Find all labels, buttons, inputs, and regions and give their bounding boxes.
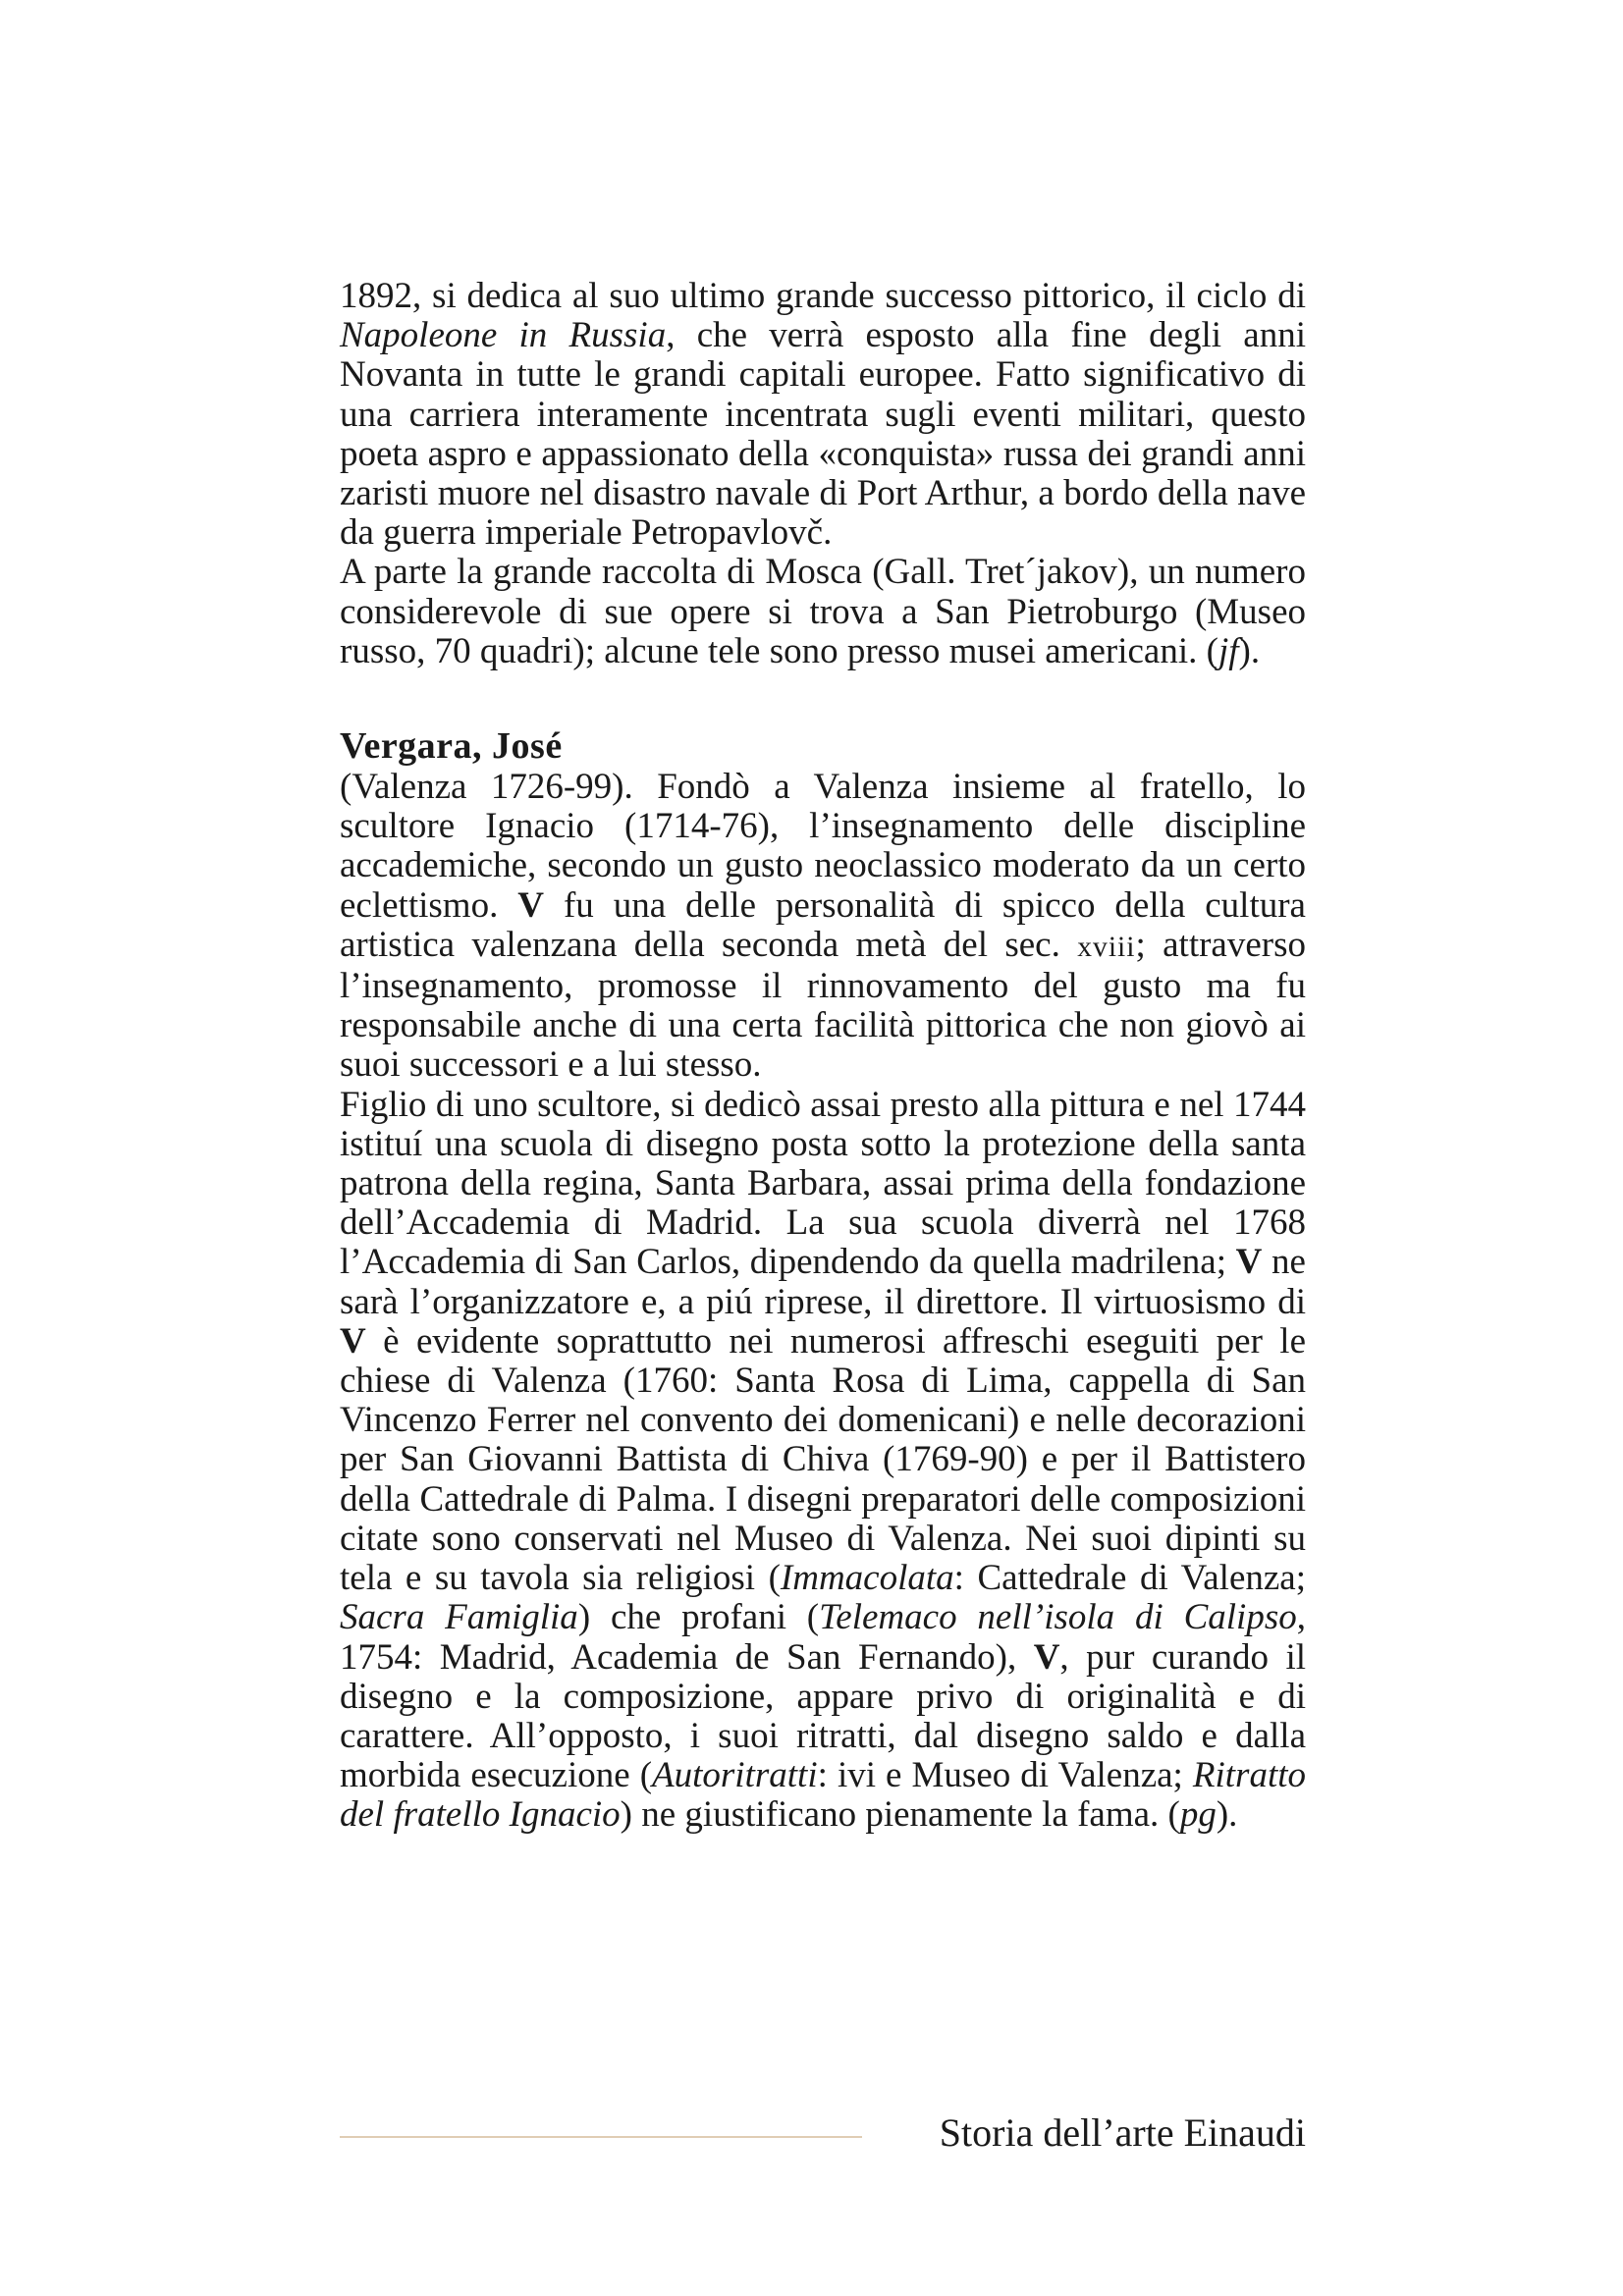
text-run: ). — [1216, 1794, 1238, 1836]
entry-abbrev: V — [517, 884, 544, 926]
entry-abbrev: V — [1235, 1242, 1263, 1283]
entry-paragraph-2 — [340, 1086, 1306, 1836]
entry-abbrev: V — [1033, 1636, 1060, 1678]
text-run: , che verrà esposto alla fine degli anni Novanta in tutte le grandi capitali europee. Fatto significativo di una carriera interamente incentrata sugli eventi militari, questo poeta aspro e appassionato della «conquista» russa dei grandi anni zaristi muore nel disastro navale di Port Arthur, a bordo della nave da guerra imperiale Petropavlovč. — [340, 315, 1306, 554]
text-run: : ivi e Museo di Valenza; — [817, 1755, 1193, 1796]
text-run: A parte la grande raccolta di Mosca (Gall. Tret´jakov), un numero considerevole di sue opere si trova a San Pietroburgo (Museo russo, 70 quadri); alcune tele sono presso musei americani. ( — [340, 552, 1306, 671]
author-initials: pg — [1179, 1794, 1217, 1836]
artwork-title: Telemaco nell’isola di Calipso — [819, 1597, 1297, 1638]
entry-paragraph-1 — [340, 768, 1306, 1086]
artwork-title: Autoritratti — [652, 1755, 818, 1796]
text-run: 1892, si dedica al suo ultimo grande successo pittorico, il ciclo di — [340, 276, 1306, 316]
entry-title: Vergara, José — [340, 725, 563, 768]
text-run: ) ne giustificano pienamente la fama. ( — [620, 1794, 1180, 1836]
entry-abbrev: V — [340, 1320, 366, 1362]
text-run: è evidente soprattutto nei numerosi affreschi eseguiti per le chiese di Valenza (1760: Santa Rosa di Lima, cappella di San Vincenzo Ferrer nel convento dei domenicani) e nelle decorazioni per San Giovanni Battista di Chiva (1769-90) e per il Battistero della Cattedrale di Palma. I disegni preparatori delle composizioni citate sono conservati nel Museo di Valenza. Nei suoi dipinti su tela e su tavola sia religiosi ( — [340, 1320, 1306, 1599]
artwork-title: Ritratto del fratello Ignacio — [340, 1755, 1307, 1836]
text-run: , 1754: Madrid, Academia de San Fernando), — [340, 1597, 1306, 1678]
text-run: ne sarà l’organizzatore e, a piú riprese, il direttore. Il virtuosismo di — [340, 1242, 1306, 1322]
text-run: ) che profani ( — [577, 1597, 820, 1638]
text-run: , pur curando il disegno e la composizione, appare privo di originalità e di carattere. All’opposto, i suoi ritratti, dal disegno saldo e dalla morbida esecuzione ( — [340, 1636, 1307, 1796]
footer-rule — [340, 2136, 862, 2138]
page-footer — [340, 2109, 1306, 2158]
text-run: : Cattedrale di Valenza; — [953, 1558, 1306, 1599]
artwork-title: Sacra Famiglia — [340, 1597, 578, 1638]
artwork-title: Napoleone in Russia — [340, 315, 667, 356]
text-run: ; attraverso l’insegnamento, promosse il rinnovamento del gusto ma fu responsabile anche di una certa facilità pittorica che non giovò ai suoi successori e a lui stesso. — [340, 924, 1306, 1086]
artwork-title: Immacolata — [780, 1558, 954, 1599]
footer-publisher: Storia dell’arte Einaudi — [939, 2110, 1306, 2155]
text-run: Figlio di uno scultore, si dedicò assai presto alla pittura e nel 1744 istituí una scuola di disegno posta sotto la protezione della santa patrona della regina, Santa Barbara, assai prima della fondazione dell’Accademia di Madrid. La sua scuola diverrà nel 1768 l’Accademia di San Carlos, dipendendo da quella madrilena; — [340, 1084, 1306, 1283]
text-run: (Valenza 1726-99). Fondò a Valenza insieme al fratello, lo scultore Ignacio (1714-76), l’insegnamento delle discipline accademiche, secondo un gusto neoclassico moderato da un certo eclettismo. — [340, 767, 1306, 926]
continuation-paragraph-2 — [340, 553, 1306, 671]
page-body — [340, 277, 1306, 1836]
text-run: fu una delle personalità di spicco della cultura artistica valenzana della seconda metà del sec. — [340, 884, 1306, 965]
continuation-paragraph-1 — [340, 277, 1306, 553]
author-initials: jf — [1217, 630, 1239, 671]
text-run: ). — [1238, 630, 1261, 671]
century-numeral: xviii — [1077, 931, 1136, 963]
